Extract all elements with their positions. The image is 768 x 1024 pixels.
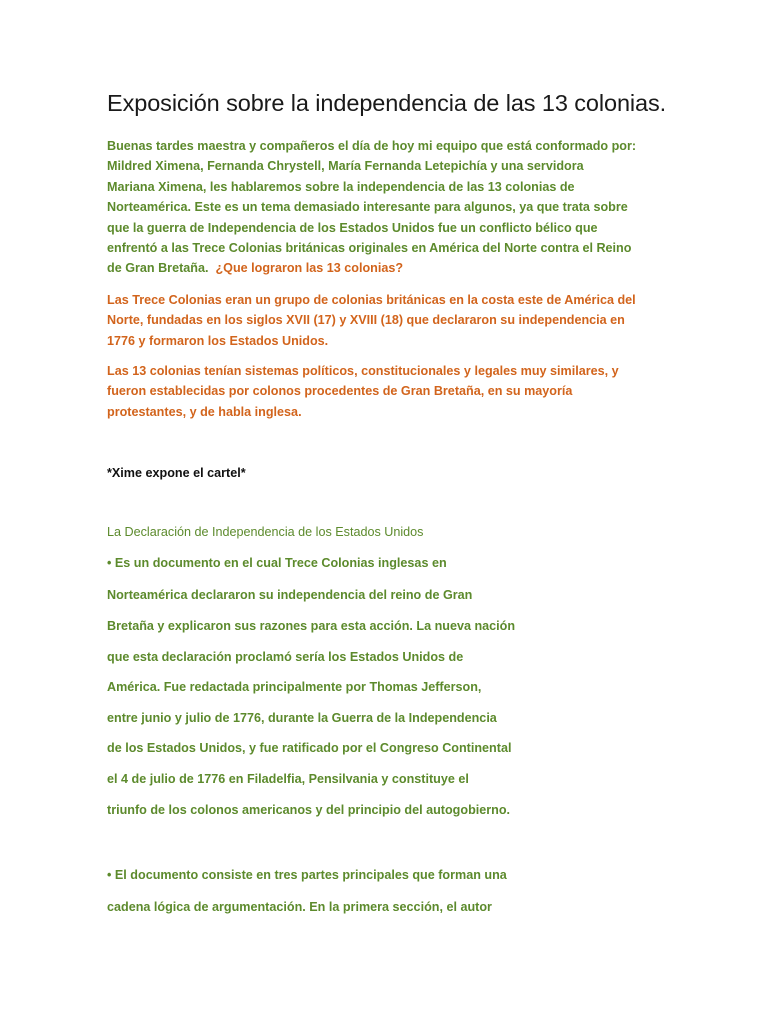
orange-paragraph-1 <box>107 290 667 351</box>
intro-line: que la guerra de Independencia de los Estados Unidos fue un conflicto bélico que <box>107 220 598 235</box>
intro-paragraph <box>107 136 667 279</box>
document-parts-line: • El documento consiste en tres partes principales que forman una <box>107 868 507 882</box>
paragraph-line: fueron establecidas por colonos procedentes de Gran Bretaña, en su mayoría <box>107 384 573 399</box>
paragraph-line: Las 13 colonias tenían sistemas políticos, constitucionales y legales muy similares, y <box>107 364 619 378</box>
declaration-line: entre junio y julio de 1776, durante la Guerra de la Independencia <box>107 711 497 725</box>
intro-last-line-green: de Gran Bretaña. <box>107 261 216 276</box>
declaration-line: Norteamérica declararon su independencia del reino de Gran <box>107 588 473 602</box>
declaration-line: América. Fue redactada principalmente por Thomas Jefferson, <box>107 680 482 694</box>
intro-line: Norteamérica. Este es un tema demasiado interesante para algunos, ya que trata sobre <box>107 200 628 215</box>
note-text: *Xime expone el cartel* <box>107 466 246 480</box>
intro-line: Mariana Ximena, les hablaremos sobre la independencia de las 13 colonias de <box>107 179 575 194</box>
intro-question: ¿Que lograron las 13 colonias? <box>215 261 404 276</box>
declaration-line: el 4 de julio de 1776 en Filadelfia, Pensilvania y constituye el <box>107 772 469 786</box>
declaration-line: • Es un documento en el cual Trece Colonias inglesas en <box>107 556 447 570</box>
declaration-line: Bretaña y explicaron sus razones para esta acción. La nueva nación <box>107 619 516 633</box>
orange-paragraph-2 <box>107 361 667 422</box>
declaration-heading: La Declaración de Independencia de los Estados Unidos <box>107 525 424 539</box>
paragraph-line: protestantes, y de habla inglesa. <box>107 404 302 419</box>
document-parts-line: cadena lógica de argumentación. En la primera sección, el autor <box>107 900 492 914</box>
paragraph-line: 1776 y formaron los Estados Unidos. <box>107 333 329 348</box>
declaration-line: que esta declaración proclamó sería los Estados Unidos de <box>107 650 464 664</box>
declaration-line: de los Estados Unidos, y fue ratificado por el Congreso Continental <box>107 741 512 755</box>
paragraph-line: Norte, fundadas en los siglos XVII (17) y XVIII (18) que declararon su independencia en <box>107 313 625 328</box>
intro-last-line <box>107 258 667 278</box>
paragraph-line: Las Trece Colonias eran un grupo de colonias británicas en la costa este de América del <box>107 293 636 307</box>
document-title: Exposición sobre la independencia de las 13 colonias. <box>107 90 667 116</box>
intro-line: Mildred Ximena, Fernanda Chrystell, María Fernanda Letepichía y una servidora <box>107 159 584 174</box>
intro-line: enfrentó a las Trece Colonias británicas originales en América del Norte contra el Reino <box>107 241 632 256</box>
declaration-line: triunfo de los colonos americanos y del principio del autogobierno. <box>107 803 511 817</box>
presentation-note <box>107 463 667 483</box>
intro-line: Buenas tardes maestra y compañeros el día de hoy mi equipo que está conformado por: <box>107 139 637 153</box>
